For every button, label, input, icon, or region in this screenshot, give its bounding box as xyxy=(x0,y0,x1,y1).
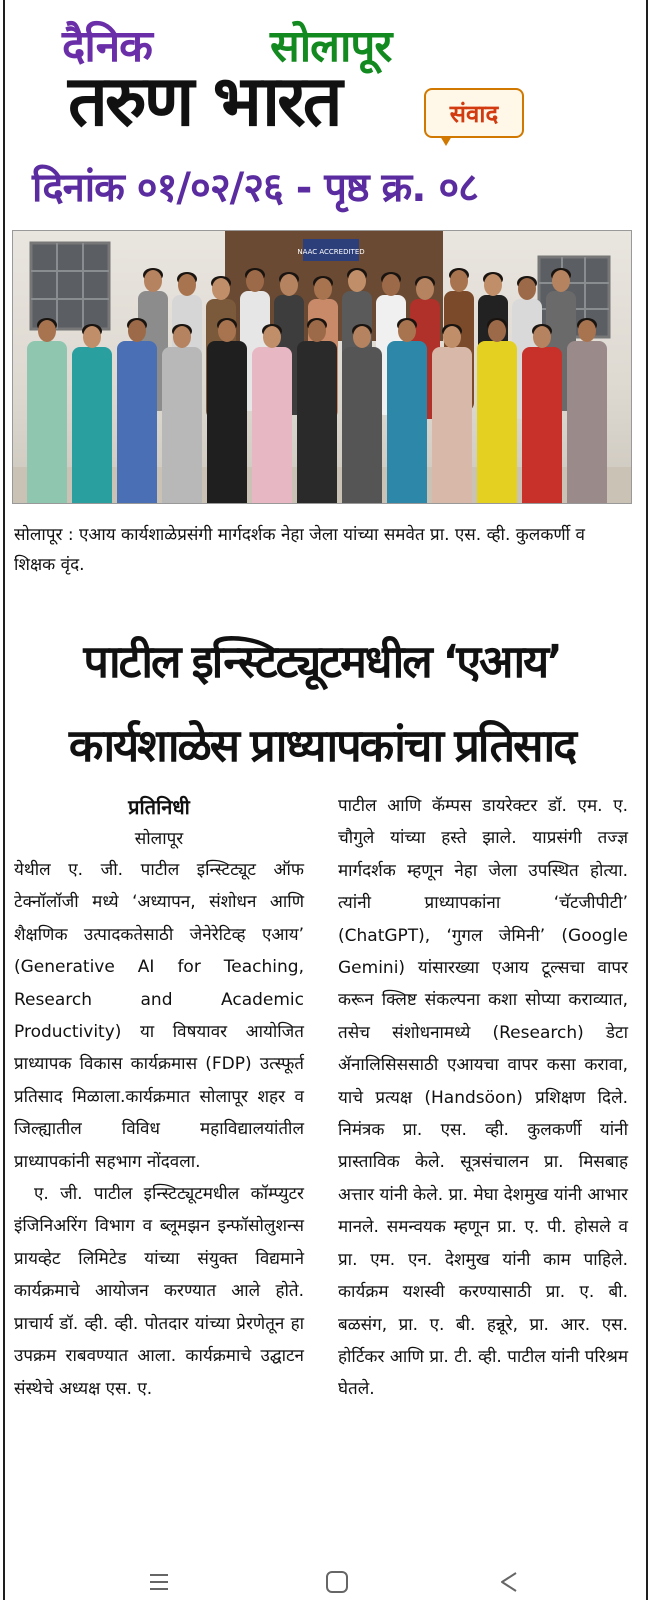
masthead-solapur: सोलापूर xyxy=(270,21,392,72)
headline-line-1: पाटील इन्स्टिट्यूटमधील ‘एआय’ xyxy=(83,635,561,688)
masthead-samvad-badge: संवाद xyxy=(424,88,524,138)
group-photo-icon xyxy=(13,231,631,503)
article-byline: प्रतिनिधी xyxy=(128,795,190,819)
photo-caption: सोलापूर : एआय कार्यशाळेप्रसंगी मार्गदर्शक नेहा जेला यांच्या समवेत प्रा. एस. व्ही. कुलकर्णी व शिक्षक वृंद. xyxy=(14,525,585,575)
masthead-dainik: दैनिक xyxy=(62,21,152,72)
article-column-left xyxy=(14,790,304,1405)
home-icon[interactable] xyxy=(324,1569,350,1595)
group-photo xyxy=(12,230,632,504)
article-paragraph: येथील ए. जी. पाटील इन्स्टिट्यूट ऑफ टेक्नॉलॉजी मध्ये ‘अध्यापन, संशोधन आणि शैक्षणिक उत्पादकतेसाठी जेनेरेटिव्ह एआय’ (Generative AI for Teaching, Research and Academic Productivity) या विषयावर आयोजित प्राध्यापक विकास कार्यक्रमास (FDP) उत्स्फूर्त प्रतिसाद मिळाला.कार्यक्रमात सोलापूर शहर व जिल्ह्यातील विविध महाविद्यालयांतील प्राध्यापकांनी सहभाग नोंदवला. xyxy=(14,860,304,1172)
masthead-title: तरुण भारत xyxy=(68,60,340,142)
article-headline xyxy=(14,620,630,788)
naac-sign-text: NAAC ACCREDITED xyxy=(297,248,365,256)
article-paragraph: ए. जी. पाटील इन्स्टिट्यूटमधील कॉम्प्युटर इंजिनिअरिंग विभाग व ब्लूमझन इन्फॉसोलुशन्स प्रायव्हेट लिमिटेड यांच्या संयुक्त विद्यमाने कार्यक्रमाचे आयोजन करण्यात आले होते. प्राचार्य डॉ. व्ही. व्ही. पोतदार यांच्या प्रेरणेतून हा उपक्रम राबवण्यात आला. कार्यक्रमाचे उद्घाटन संस्थेचे अध्यक्ष एस. ए. xyxy=(14,1184,304,1399)
headline-line-2: कार्यशाळेस प्राध्यापकांचा प्रतिसाद xyxy=(68,719,576,772)
article-dateline: सोलापूर xyxy=(134,829,184,849)
back-icon[interactable] xyxy=(496,1569,522,1595)
recents-icon[interactable] xyxy=(146,1569,172,1595)
article-column-right xyxy=(338,790,628,1406)
system-nav-bar xyxy=(0,1565,653,1600)
article-paragraph: पाटील आणि कॅम्पस डायरेक्टर डॉ. एम. ए. चौगुले यांच्या हस्ते झाले. याप्रसंगी तज्ज्ञ मार्गदर्शक म्हणून नेहा जेला उपस्थित होत्या. त्यांनी प्राध्यापकांना ‘चॅटजीपीटी’ (ChatGPT), ‘गुगल जेमिनी’ (Google Gemini) यांसारख्या एआय टूल्सचा वापर करून क्लिष्ट संकल्पना कशा सोप्या कराव्यात, तसेच संशोधनामध्ये (Research) डेटा ॲनालिसिससाठी एआयचा वापर कसा करावा, याचे प्रत्यक्ष (Handsöon) प्रशिक्षण दिले. निमंत्रक प्रा. एस. व्ही. कुलकर्णी यांनी प्रास्ताविक केले. सूत्रसंचालन प्रा. मिसबाह अत्तार यांनी केले. प्रा. मेघा देशमुख यांनी आभार मानले. समन्वयक म्हणून प्रा. ए. पी. होसले व प्रा. एम. एन. देशमुख यांनी काम पाहिले. कार्यक्रम यशस्वी करण्यासाठी प्रा. ए. बी. बळसंग, प्रा. ए. बी. हन्नूरे, प्रा. आर. एस. होर्टिकर आणि प्रा. टी. व्ही. पाटील यांनी परिश्रम घेतले. xyxy=(338,796,628,1400)
page-date-line: दिनांक ०१/०२/२६ - पृष्ठ क्र. ०८ xyxy=(32,165,478,211)
